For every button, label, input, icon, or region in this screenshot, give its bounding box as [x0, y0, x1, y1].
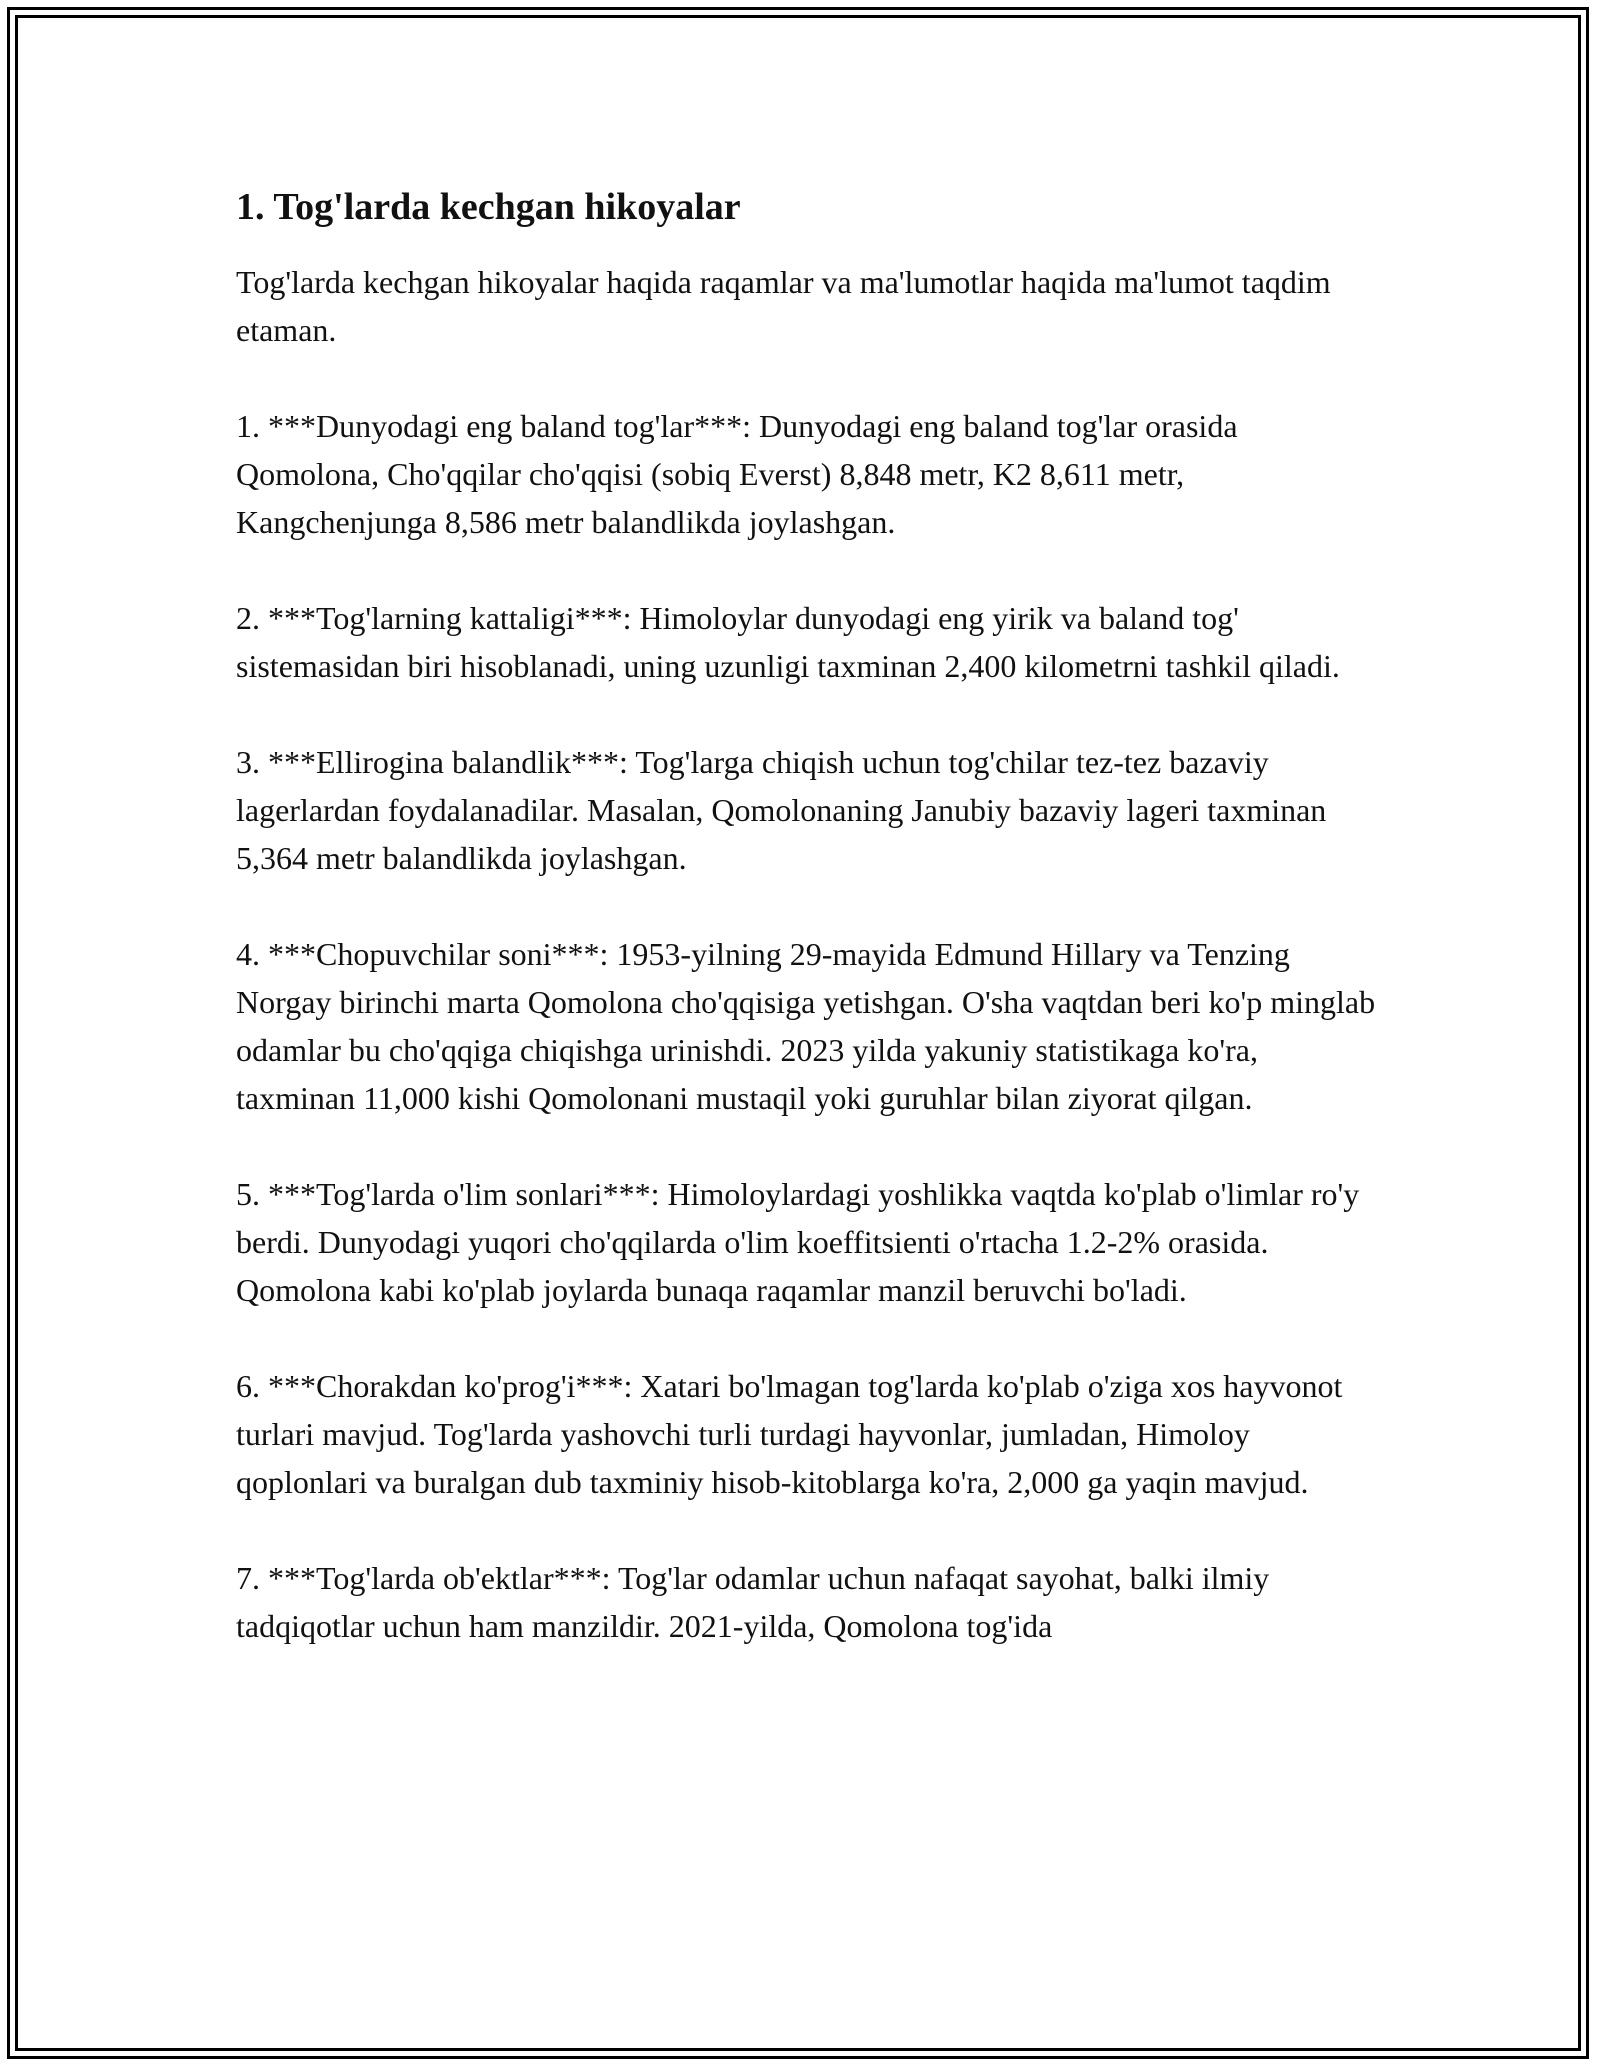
intro-paragraph: Tog'larda kechgan hikoyalar haqida raqamlar va ma'lumotlar haqida ma'lumot taqdim etaman. [236, 264, 1331, 349]
paragraph-climbers-count: 4. ***Chopuvchilar soni***: 1953-yilning 29-mayida Edmund Hillary va Tenzing Norgay birinchi marta Qomolona cho'qqisiga yetishgan. O'sha vaqtdan beri ko'p minglab odamlar bu cho'qqiga chiqishga urinishdi. 2023 yilda yakuniy statistikaga ko'ra, taxminan 11,000 kishi Qomolonani mustaqil yoki guruhlar bilan ziyorat qilgan. [236, 936, 1376, 1117]
paragraph-wildlife: 6. ***Chorakdan ko'prog'i***: Xatari bo'lmagan tog'larda ko'plab o'ziga xos hayvonot turlari mavjud. Tog'larda yashovchi turli turdagi hayvonlar, jumladan, Himoloy qoplonlari va buralgan dub taxminiy hisob-kitoblarga ko'ra, 2,000 ga yaqin mavjud. [236, 1368, 1343, 1501]
paragraph-base-camp: 3. ***Ellirogina balandlik***: Tog'larga chiqish uchun tog'chilar tez-tez bazaviy lagerlardan foydalanadilar. Masalan, Qomolonaning Janubiy bazaviy lageri taxminan 5,364 metr balandlikda joylashgan. [236, 744, 1327, 877]
document-title: 1. Tog'larda kechgan hikoyalar [236, 186, 741, 228]
paragraph-highest-mountains: 1. ***Dunyodagi eng baland tog'lar***: Dunyodagi eng baland tog'lar orasida Qomolona, Cho'qqilar cho'qqisi (sobiq Everst) 8,848 metr, K2 8,611 metr, Kangchenjunga 8,586 metr balandlikda joylashgan. [236, 408, 1238, 541]
paragraph-research: 7. ***Tog'larda ob'ektlar***: Tog'lar odamlar uchun nafaqat sayohat, balki ilmiy tadqiqotlar uchun ham manzildir. 2021-yilda, Qomolona tog'ida [236, 1560, 1270, 1645]
document-body [236, 183, 1376, 1698]
paragraph-death-rates: 5. ***Tog'larda o'lim sonlari***: Himoloylardagi yoshlikka vaqtda ko'plab o'limlar ro'y berdi. Dunyodagi yuqori cho'qqilarda o'lim koeffitsienti o'rtacha 1.2-2% orasida. Qomolona kabi ko'plab joylarda bunaqa raqamlar manzil beruvchi bo'ladi. [236, 1176, 1360, 1309]
paragraph-mountain-size: 2. ***Tog'larning kattaligi***: Himoloylar dunyodagi eng yirik va baland tog' sistemasidan biri hisoblanadi, uning uzunligi taxminan 2,400 kilometrni tashkil qiladi. [236, 600, 1340, 685]
